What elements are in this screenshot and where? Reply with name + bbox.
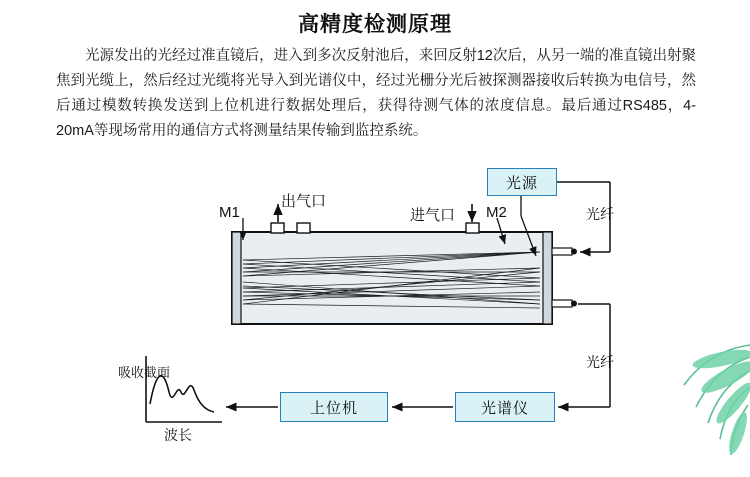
light-source-box[interactable]: 光源: [487, 168, 557, 196]
host-computer-box[interactable]: 上位机: [280, 392, 388, 422]
page-title: 高精度检测原理: [298, 13, 452, 36]
label-fiber-bottom: 光纤: [586, 354, 614, 370]
spectrometer-box[interactable]: 光谱仪: [455, 392, 555, 422]
label-gas-outlet: 出气口: [281, 193, 327, 210]
label-mirror-m1: M1: [219, 204, 240, 221]
label-mirror-m2: M2: [486, 204, 507, 221]
description-paragraph: 光源发出的光经过准直镜后，进入到多次反射池后，来回反射12次后，从另一端的准直镜出射聚焦到光缆上，然后经过光缆将光导入到光谱仪中，经过光栅分光后被探测器接收后转换为电信号，然后通过模数转换发送到上位机进行数据处理后，获得待测气体的浓度信息。最后通过RS485，4-20mA等现场常用的通信方式将测量结果传输到监控系统。: [56, 48, 696, 139]
label-fiber-top: 光纤: [586, 206, 614, 222]
label-gas-inlet: 进气口: [410, 207, 456, 224]
principle-diagram: [0, 160, 750, 460]
label-axis-absorption: 吸收截面: [118, 365, 171, 380]
label-axis-wavelength: 波长: [164, 427, 192, 443]
